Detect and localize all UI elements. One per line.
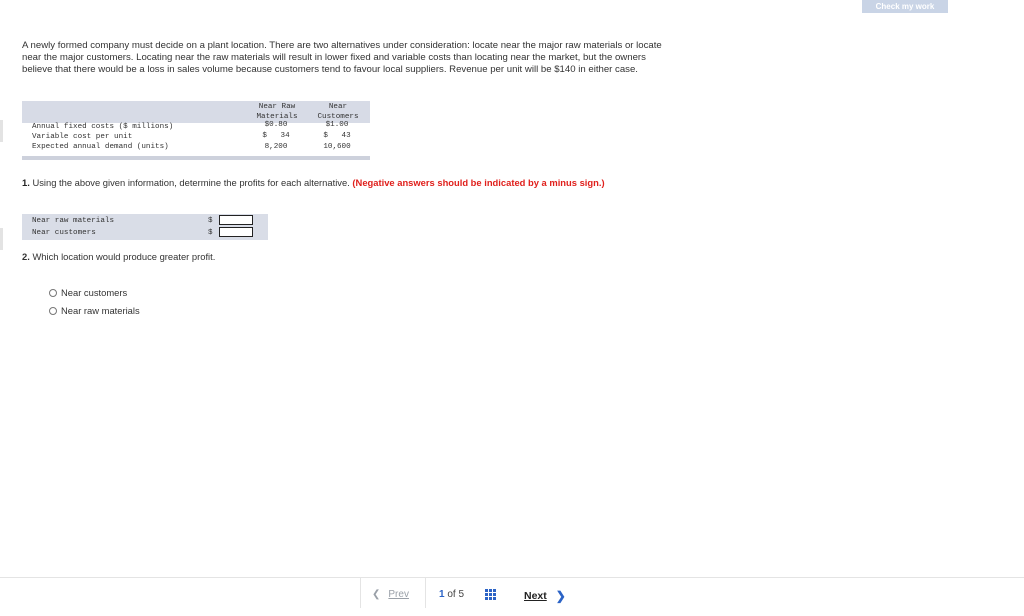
cost-data-table <box>22 101 370 161</box>
cell-customers-fixed: $1.00 <box>325 121 349 129</box>
currency-symbol: $ <box>208 217 213 225</box>
row-label: Annual fixed costs ($ millions) <box>32 123 174 131</box>
page-indicator: 1 of 5 <box>439 589 465 600</box>
grid-icon[interactable] <box>485 589 497 601</box>
profit-near-raw-materials-input[interactable] <box>219 215 253 225</box>
profit-answer-table <box>22 214 268 240</box>
profit-near-customers-input[interactable] <box>219 227 253 237</box>
col-header-near-raw-materials: Near Raw Materials <box>256 103 298 121</box>
navigation-footer <box>0 577 1024 616</box>
table-bottom-rule <box>22 156 370 160</box>
row-label: Expected annual demand (units) <box>32 143 169 151</box>
question-2: 2. Which location would produce greater profit. <box>22 251 216 262</box>
col-header-near-customers: Near Customers <box>317 103 359 121</box>
table-header <box>22 101 370 123</box>
prev-button[interactable]: ❮ Prev <box>372 589 409 600</box>
cell-raw-demand: 8,200 <box>264 143 288 151</box>
chevron-right-icon: ❯ <box>555 589 566 603</box>
currency-symbol: $ <box>208 229 213 237</box>
radio-button[interactable] <box>49 289 57 297</box>
option-near-raw-materials[interactable]: Near raw materials <box>49 305 140 316</box>
cell-raw-fixed: $0.80 <box>264 121 288 129</box>
cell-customers-variable: $ 43 <box>323 132 351 140</box>
problem-statement: A newly formed company must decide on a plant location. There are two alternatives under consideration: locate near the major raw materials or locate near the major customers. Locating near the raw materials will result in lower fixed and variable costs than locating near the market, but the owners believe that there would be a loss in sales volume because customers tend to favour local suppliers. Revenue per unit will be $140 in either case. <box>22 40 662 76</box>
check-my-work-button[interactable]: Check my work <box>862 0 948 13</box>
cell-raw-variable: $ 34 <box>262 132 290 140</box>
radio-button[interactable] <box>49 307 57 315</box>
option-near-customers[interactable]: Near customers <box>49 287 127 298</box>
chevron-left-icon: ❮ <box>372 589 381 600</box>
answer-label-raw: Near raw materials <box>32 217 115 225</box>
table-body <box>22 123 370 156</box>
cell-customers-demand: 10,600 <box>323 143 351 151</box>
question-1: 1. Using the above given information, determine the profits for each alternative. (Negative answers should be indicated by a minus sign.) <box>22 177 605 188</box>
left-edge-marker <box>0 120 3 142</box>
row-label: Variable cost per unit <box>32 133 133 141</box>
question-1-note: (Negative answers should be indicated by a minus sign.) <box>352 177 605 188</box>
answer-label-customers: Near customers <box>32 229 96 237</box>
next-button[interactable]: Next ❯ <box>524 589 566 603</box>
left-edge-marker <box>0 228 3 250</box>
